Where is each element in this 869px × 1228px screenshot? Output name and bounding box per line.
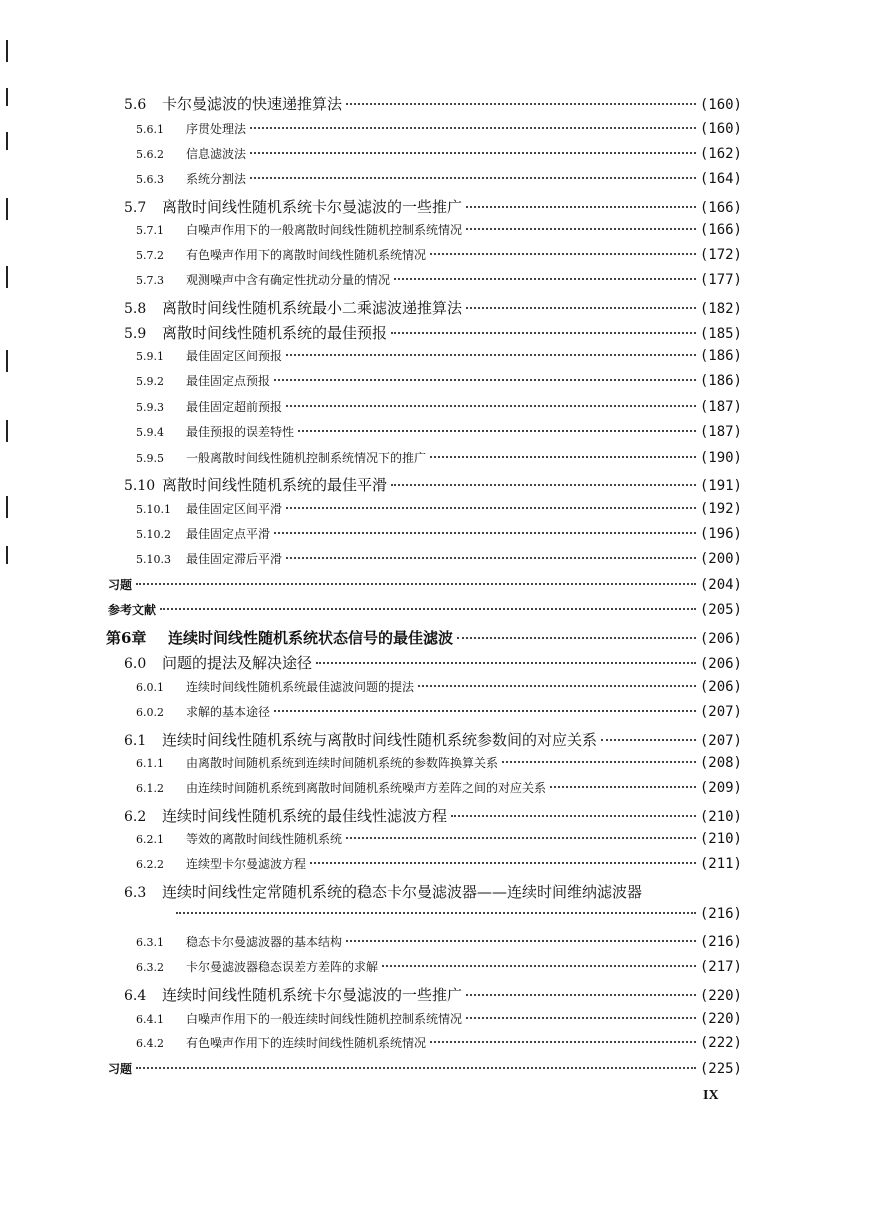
toc-entry xyxy=(136,120,742,142)
toc-entry xyxy=(124,729,742,751)
toc-page-number: (208) xyxy=(699,755,742,771)
toc-page-number: (164) xyxy=(699,171,742,187)
toc-leader-dots xyxy=(466,228,696,230)
toc-title: 连续型卡尔曼滤波方程 xyxy=(186,857,307,871)
toc-page-number: (166) xyxy=(699,222,742,238)
toc-title: 习题 xyxy=(108,578,133,592)
toc-leader-dots xyxy=(430,253,696,255)
toc-title: 稳态卡尔曼滤波器的基本结构 xyxy=(186,935,343,949)
toc-number: 6.2.1 xyxy=(136,833,164,846)
toc-page-number: (160) xyxy=(699,97,742,113)
toc-page-number: (172) xyxy=(699,247,742,263)
toc-number: 6.1.2 xyxy=(136,782,164,795)
toc-entry xyxy=(136,830,742,852)
toc-entry xyxy=(136,500,742,522)
toc-page-number: (205) xyxy=(699,602,742,618)
toc-page-number: (220) xyxy=(699,1011,742,1027)
toc-number: 5.10 xyxy=(124,478,156,494)
toc-page-number: (220) xyxy=(699,988,742,1004)
toc-title: 连续时间线性随机系统最佳滤波问题的提法 xyxy=(186,680,415,694)
toc-entry xyxy=(136,170,742,192)
toc-entry xyxy=(136,221,742,243)
toc-number: 第6章 xyxy=(106,629,147,647)
toc-number: 5.7.2 xyxy=(136,249,164,262)
toc-page-number: (222) xyxy=(699,1035,742,1051)
toc-entry xyxy=(136,855,742,877)
toc-title: 最佳固定滞后平滑 xyxy=(186,552,283,566)
toc-leader-dots xyxy=(466,307,696,309)
toc-leader-dots xyxy=(286,405,696,407)
toc-leader-dots xyxy=(346,940,696,942)
toc-title: 一般离散时间线性随机控制系统情况下的推广 xyxy=(186,451,427,465)
toc-leader-dots xyxy=(250,177,696,179)
toc-title: 有色噪声作用下的离散时间线性随机系统情况 xyxy=(186,248,427,262)
toc-number: 6.0.2 xyxy=(136,706,164,719)
toc-entry xyxy=(136,347,742,369)
toc-title: 最佳固定点预报 xyxy=(186,374,271,388)
toc-page-number: (192) xyxy=(699,501,742,517)
toc-title: 连续时间线性定常随机系统的稳态卡尔曼滤波器——连续时间维纳滤波器 xyxy=(162,883,643,901)
toc-entry-continuation xyxy=(172,906,742,928)
toc-number: 6.0.1 xyxy=(136,681,164,694)
toc-leader-dots xyxy=(457,637,696,639)
toc-number: 5.6.3 xyxy=(136,173,164,186)
toc-page-number: (207) xyxy=(699,733,742,749)
toc-leader-dots xyxy=(391,484,696,486)
toc-title: 最佳固定超前预报 xyxy=(186,400,283,414)
page-folio: IX xyxy=(703,1088,719,1103)
toc-number: 5.9.4 xyxy=(136,426,164,439)
toc-leader-dots xyxy=(430,1041,696,1043)
toc-leader-dots xyxy=(418,685,696,687)
toc-entry xyxy=(124,297,742,319)
toc-number: 6.4 xyxy=(124,988,147,1004)
toc-leader-dots xyxy=(286,354,696,356)
toc-page-number: (162) xyxy=(699,146,742,162)
toc-leader-dots xyxy=(601,739,696,741)
toc-number: 5.10.2 xyxy=(136,528,171,541)
toc-number: 5.9.3 xyxy=(136,401,164,414)
toc-entry xyxy=(136,398,742,420)
toc-entry xyxy=(136,703,742,725)
toc-number: 5.9.5 xyxy=(136,452,164,465)
toc-leader-dots xyxy=(391,332,696,334)
toc-leader-dots xyxy=(274,532,696,534)
toc-leader-dots xyxy=(298,430,696,432)
toc-title: 白噪声作用下的一般连续时间线性随机控制系统情况 xyxy=(186,1012,463,1026)
toc-page-number: (187) xyxy=(699,399,742,415)
toc-entry xyxy=(136,449,742,471)
toc-leader-dots xyxy=(316,662,696,664)
toc-number: 5.6 xyxy=(124,97,147,113)
toc-leader-dots xyxy=(160,608,696,610)
toc-page-number: (216) xyxy=(699,906,742,922)
toc-number: 5.10.1 xyxy=(136,503,171,516)
toc-page-number: (186) xyxy=(699,373,742,389)
toc-title: 最佳固定区间预报 xyxy=(186,349,283,363)
toc-leader-dots xyxy=(550,786,696,788)
toc-title: 白噪声作用下的一般离散时间线性随机控制系统情况 xyxy=(186,223,463,237)
toc-title: 最佳预报的误差特性 xyxy=(186,425,295,439)
toc-title: 观测噪声中含有确定性扰动分量的情况 xyxy=(186,273,391,287)
toc-number: 5.9.1 xyxy=(136,350,164,363)
toc-leader-dots xyxy=(451,815,696,817)
toc-leader-dots xyxy=(346,837,696,839)
toc-entry xyxy=(136,1034,742,1056)
toc-title: 离散时间线性随机系统卡尔曼滤波的一些推广 xyxy=(162,198,463,216)
toc-title: 等效的离散时间线性随机系统 xyxy=(186,832,343,846)
toc-leader-dots xyxy=(250,127,696,129)
toc-leader-dots xyxy=(136,583,696,585)
toc-page-number: (210) xyxy=(699,809,742,825)
toc-number: 5.9 xyxy=(124,326,147,342)
toc-title: 连续时间线性随机系统状态信号的最佳滤波 xyxy=(168,629,454,647)
toc-entry xyxy=(136,933,742,955)
toc-leader-dots xyxy=(176,912,696,914)
toc-title: 连续时间线性随机系统卡尔曼滤波的一些推广 xyxy=(162,986,463,1004)
toc-entry xyxy=(136,271,742,293)
toc-title: 最佳固定点平滑 xyxy=(186,527,271,541)
toc-leader-dots xyxy=(466,1017,696,1019)
toc-page-number: (177) xyxy=(699,272,742,288)
toc-page-number: (196) xyxy=(699,526,742,542)
toc-page-number: (166) xyxy=(699,200,742,216)
toc-page-number: (187) xyxy=(699,424,742,440)
toc-number: 6.1 xyxy=(124,733,147,749)
toc-number: 5.6.2 xyxy=(136,148,164,161)
toc-title: 参考文献 xyxy=(108,603,157,617)
toc-title: 习题 xyxy=(108,1062,133,1076)
toc-leader-dots xyxy=(346,103,696,105)
toc-leader-dots xyxy=(394,278,696,280)
toc-page-number: (206) xyxy=(699,656,742,672)
toc-entry xyxy=(136,1010,742,1032)
toc-leader-dots xyxy=(286,557,696,559)
toc-title: 连续时间线性随机系统与离散时间线性随机系统参数间的对应关系 xyxy=(162,731,598,749)
toc-leader-dots xyxy=(466,994,696,996)
toc-page-number: (206) xyxy=(699,631,742,647)
toc-title: 系统分割法 xyxy=(186,172,247,186)
toc-number: 6.2.2 xyxy=(136,858,164,871)
toc-entry xyxy=(124,984,742,1006)
toc-entry xyxy=(136,246,742,268)
toc-title: 由连续时间随机系统到离散时间随机系统噪声方差阵之间的对应关系 xyxy=(186,781,547,795)
toc-entry xyxy=(136,779,742,801)
toc-number: 6.1.1 xyxy=(136,757,164,770)
toc-page-number: (217) xyxy=(699,959,742,975)
toc-title: 卡尔曼滤波的快速递推算法 xyxy=(162,95,343,113)
toc-number: 5.10.3 xyxy=(136,553,171,566)
toc-leader-dots xyxy=(274,379,696,381)
toc-title: 问题的提法及解决途径 xyxy=(162,654,313,672)
toc-page-number: (207) xyxy=(699,704,742,720)
toc-number: 6.3.2 xyxy=(136,961,164,974)
toc-entry xyxy=(106,627,742,649)
toc-page-number: (185) xyxy=(699,326,742,342)
toc-number: 5.9.2 xyxy=(136,375,164,388)
toc-leader-dots xyxy=(286,507,696,509)
toc-number: 6.3 xyxy=(124,885,147,901)
toc-entry xyxy=(124,881,642,903)
toc-entry xyxy=(136,678,742,700)
toc-page-number: (216) xyxy=(699,934,742,950)
toc-entry xyxy=(136,958,742,980)
toc-leader-dots xyxy=(136,1067,696,1069)
toc-entry xyxy=(124,805,742,827)
toc-page-number: (190) xyxy=(699,450,742,466)
toc-page-number: (210) xyxy=(699,831,742,847)
toc-page-number: (160) xyxy=(699,121,742,137)
toc-leader-dots xyxy=(502,761,696,763)
toc-leader-dots xyxy=(382,965,696,967)
toc-number: 5.7.1 xyxy=(136,224,164,237)
toc-entry xyxy=(124,196,742,218)
toc-title: 连续时间线性随机系统的最佳线性滤波方程 xyxy=(162,807,448,825)
toc-title: 离散时间线性随机系统的最佳平滑 xyxy=(162,476,388,494)
toc-entry xyxy=(136,372,742,394)
toc-title: 有色噪声作用下的连续时间线性随机系统情况 xyxy=(186,1036,427,1050)
toc-page-number: (186) xyxy=(699,348,742,364)
toc-title: 由离散时间随机系统到连续时间随机系统的参数阵换算关系 xyxy=(186,756,499,770)
toc-leader-dots xyxy=(430,456,696,458)
toc-entry xyxy=(108,576,742,598)
toc-title: 求解的基本途径 xyxy=(186,705,271,719)
toc-number: 5.8 xyxy=(124,301,147,317)
toc-leader-dots xyxy=(250,152,696,154)
toc-entry xyxy=(124,322,742,344)
toc-entry xyxy=(136,423,742,445)
toc-entry xyxy=(136,754,742,776)
toc-page-number: (200) xyxy=(699,551,742,567)
toc-page-number: (191) xyxy=(699,478,742,494)
toc-page-number: (211) xyxy=(699,856,742,872)
toc-page-number: (225) xyxy=(699,1061,742,1077)
toc-page-number: (206) xyxy=(699,679,742,695)
toc-number: 6.4.1 xyxy=(136,1013,164,1026)
toc-title: 序贯处理法 xyxy=(186,122,247,136)
toc-page-number: (182) xyxy=(699,301,742,317)
toc-entry xyxy=(124,652,742,674)
toc-entry xyxy=(124,93,742,115)
toc-number: 6.3.1 xyxy=(136,936,164,949)
toc-title: 离散时间线性随机系统最小二乘滤波递推算法 xyxy=(162,299,463,317)
toc-number: 5.7 xyxy=(124,200,147,216)
toc-entry xyxy=(108,1060,742,1082)
toc-title: 卡尔曼滤波器稳态误差方差阵的求解 xyxy=(186,960,379,974)
toc-number: 5.6.1 xyxy=(136,123,164,136)
toc-entry xyxy=(136,525,742,547)
toc-title: 信息滤波法 xyxy=(186,147,247,161)
toc-number: 5.7.3 xyxy=(136,274,164,287)
toc-leader-dots xyxy=(274,710,696,712)
toc-page-number: (204) xyxy=(699,577,742,593)
toc-entry xyxy=(108,601,742,623)
toc-entry xyxy=(124,474,742,496)
toc-page-number: (209) xyxy=(699,780,742,796)
toc-entry xyxy=(136,145,742,167)
toc-leader-dots xyxy=(466,206,696,208)
toc-number: 6.2 xyxy=(124,809,147,825)
toc-title: 离散时间线性随机系统的最佳预报 xyxy=(162,324,388,342)
toc-title: 最佳固定区间平滑 xyxy=(186,502,283,516)
toc-leader-dots xyxy=(310,862,696,864)
toc-entry xyxy=(136,550,742,572)
toc-number: 6.0 xyxy=(124,656,147,672)
toc-number: 6.4.2 xyxy=(136,1037,164,1050)
